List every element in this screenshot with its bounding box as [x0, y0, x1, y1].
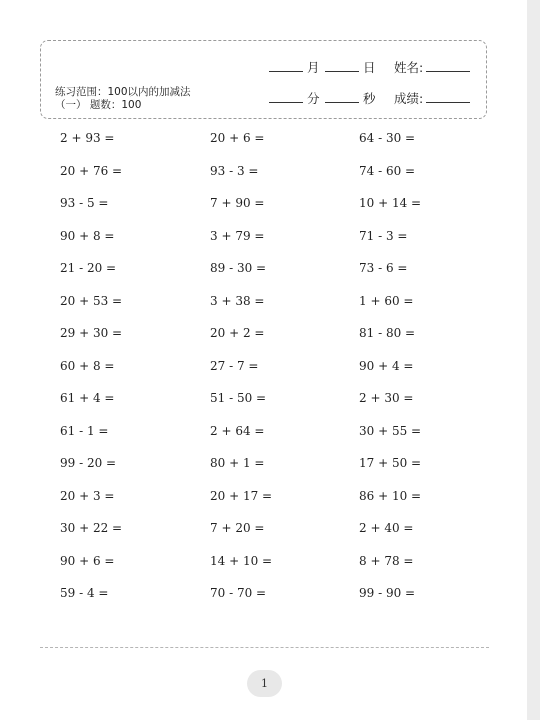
problem: 93 - 3 = [210, 163, 259, 178]
problem-row [60, 195, 480, 228]
day-label: 日 [363, 60, 376, 75]
problem: 86 + 10 = [359, 488, 422, 503]
problem: 80 + 1 = [210, 456, 265, 470]
exercise-range: 练习范围：100以内的加减法 [55, 86, 191, 98]
problem: 90 + 6 = [60, 553, 115, 568]
problem-row [60, 520, 480, 553]
page-number-badge[interactable]: 1 [247, 670, 282, 697]
problem: 60 + 8 = [60, 358, 115, 373]
exercise-count: （一） 题数：100 [55, 99, 142, 111]
footer-divider [40, 647, 489, 648]
problem: 71 - 3 = [359, 228, 408, 243]
exercise-info [55, 86, 191, 112]
problem-row [60, 358, 480, 391]
page-edge-strip [527, 0, 540, 720]
problem: 1 + 60 = [359, 293, 414, 308]
problem-row [60, 455, 480, 488]
problem: 20 + 76 = [60, 163, 123, 178]
day-blank[interactable] [325, 71, 359, 72]
problem: 59 - 4 = [60, 586, 109, 600]
problem: 90 + 8 = [60, 228, 115, 243]
score-blank[interactable] [426, 102, 470, 103]
second-blank[interactable] [325, 102, 359, 103]
problem: 8 + 78 = [359, 553, 414, 568]
problem: 10 + 14 = [359, 196, 422, 210]
problem: 93 - 5 = [60, 196, 109, 210]
problem: 17 + 50 = [359, 456, 422, 470]
problem: 3 + 38 = [210, 293, 265, 308]
problem-row [60, 293, 480, 326]
problem: 2 + 40 = [359, 521, 414, 535]
problem: 20 + 3 = [60, 488, 115, 503]
problem-row [60, 585, 480, 618]
name-blank[interactable] [426, 71, 470, 72]
problem: 30 + 55 = [359, 423, 422, 438]
problem: 29 + 30 = [60, 326, 123, 340]
problem: 3 + 79 = [210, 228, 265, 243]
problem: 14 + 10 = [210, 553, 273, 568]
problem: 64 - 30 = [359, 131, 416, 145]
problem: 70 - 70 = [210, 586, 267, 600]
problem: 20 + 17 = [210, 488, 273, 503]
problem: 90 + 4 = [359, 358, 414, 373]
problem: 30 + 22 = [60, 521, 123, 535]
problem: 20 + 53 = [60, 293, 123, 308]
problem-row [60, 228, 480, 261]
problem: 27 - 7 = [210, 358, 259, 373]
problem-row [60, 325, 480, 358]
month-label: 月 [307, 60, 320, 75]
problem: 7 + 20 = [210, 521, 265, 535]
worksheet-header [40, 40, 487, 119]
problem: 61 - 1 = [60, 423, 109, 438]
problem-grid [60, 130, 480, 618]
problem-row [60, 423, 480, 456]
problem: 2 + 30 = [359, 391, 414, 405]
problem: 99 - 90 = [359, 586, 416, 600]
month-blank[interactable] [269, 71, 303, 72]
problem: 81 - 80 = [359, 326, 416, 340]
problem: 51 - 50 = [210, 391, 267, 405]
problem: 74 - 60 = [359, 163, 416, 178]
second-label: 秒 [363, 91, 376, 106]
name-label: 姓名: [394, 60, 424, 75]
problem: 21 - 20 = [60, 261, 117, 275]
problem: 2 + 64 = [210, 423, 265, 438]
minute-label: 分 [307, 91, 320, 106]
problem: 61 + 4 = [60, 391, 115, 405]
problem: 2 + 93 = [60, 131, 115, 145]
minute-blank[interactable] [269, 102, 303, 103]
problem-row [60, 130, 480, 163]
problem: 99 - 20 = [60, 456, 117, 470]
problem-row [60, 390, 480, 423]
problem-row [60, 260, 480, 293]
problem-row [60, 488, 480, 521]
problem: 20 + 6 = [210, 131, 265, 145]
score-label: 成绩: [394, 91, 424, 106]
problem-row [60, 553, 480, 586]
problem: 20 + 2 = [210, 326, 265, 340]
problem: 89 - 30 = [210, 261, 267, 275]
problem: 7 + 90 = [210, 196, 265, 210]
problem: 73 - 6 = [359, 261, 408, 275]
problem-row [60, 163, 480, 196]
